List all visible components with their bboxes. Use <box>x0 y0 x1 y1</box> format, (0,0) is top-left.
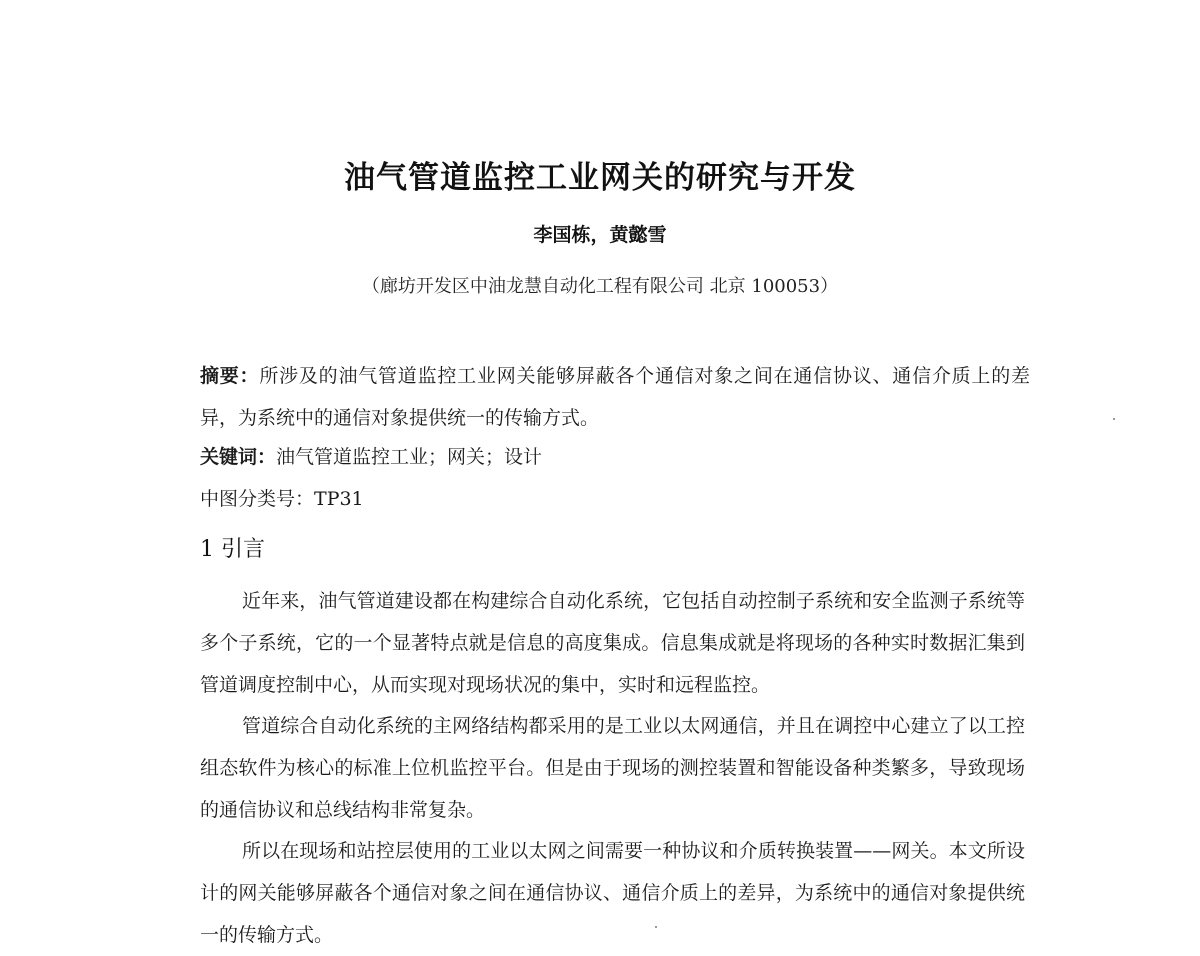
clc-text: TP31 <box>314 488 364 510</box>
paper-affiliation: （廊坊开发区中油龙慧自动化工程有限公司 北京 100053） <box>361 276 839 297</box>
paper-authors: 李国栋，黄懿雪 <box>533 224 667 246</box>
body-paragraph-2: 管道综合自动化系统的主网络结构都采用的是工业以太网通信，并且在调控中心建立了以工控组态软件为核心的标准上位机监控平台。但是由于现场的测控装置和智能设备种类繁多，导致现场的通信协议和总线结构非常复杂。 <box>200 715 1025 821</box>
abstract <box>200 355 1030 439</box>
body-paragraph-1: 近年来，油气管道建设都在构建综合自动化系统，它包括自动控制子系统和安全监测子系统等多个子系统，它的一个显著特点就是信息的高度集成。信息集成就是将现场的各种实时数据汇集到管道调度控制中心，从而实现对现场状况的集中，实时和远程监控。 <box>200 590 1025 696</box>
abstract-label: 摘要： <box>200 365 260 387</box>
scan-speck <box>655 926 657 928</box>
classification-number <box>200 478 1030 520</box>
scan-speck <box>1113 418 1115 420</box>
keywords <box>200 436 1030 478</box>
keywords-label: 关键词： <box>200 446 277 468</box>
paper-title: 油气管道监控工业网关的研究与开发 <box>344 160 856 196</box>
clc-label: 中图分类号： <box>200 488 315 510</box>
keywords-text: 油气管道监控工业；网关；设计 <box>276 446 543 468</box>
body-paragraph-3: 所以在现场和站控层使用的工业以太网之间需要一种协议和介质转换装置——网关。本文所设计的网关能够屏蔽各个通信对象之间在通信协议、通信介质上的差异，为系统中的通信对象提供统一的传输方式。 <box>200 840 1025 946</box>
abstract-text: 所涉及的油气管道监控工业网关能够屏蔽各个通信对象之间在通信协议、通信介质上的差异，为系统中的通信对象提供统一的传输方式。 <box>200 365 1030 429</box>
section-heading-introduction: 1 引言 <box>200 537 265 562</box>
